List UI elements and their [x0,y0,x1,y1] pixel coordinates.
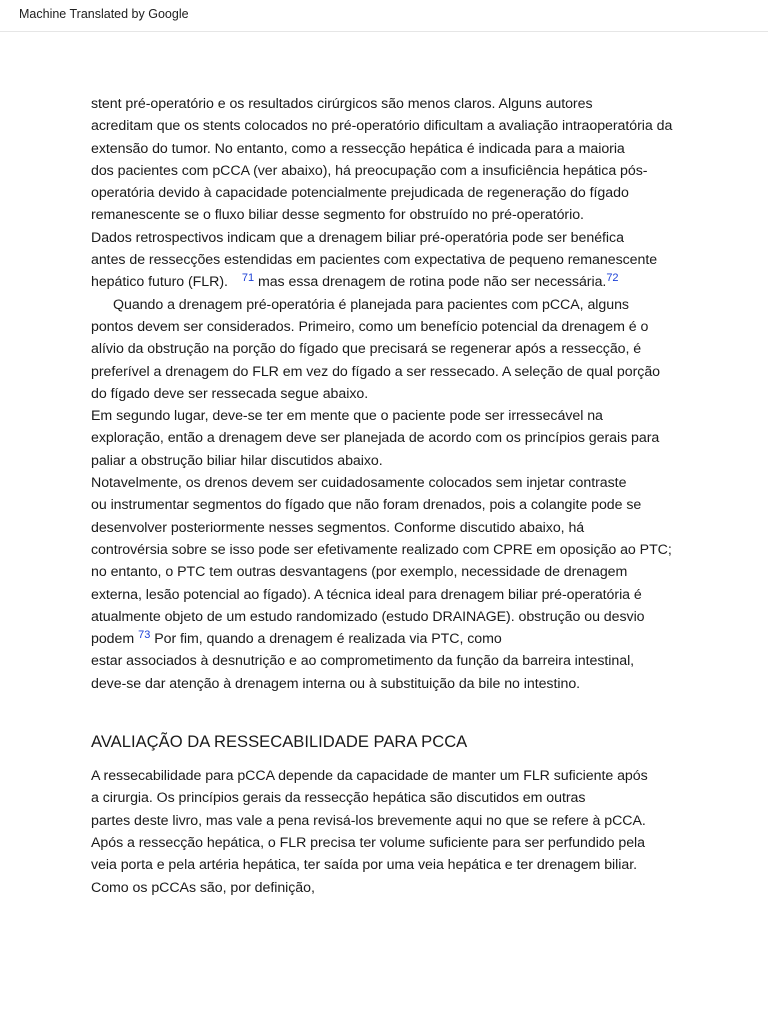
text-line: acreditam que os stents colocados no pré-operatório dificultam a avaliação intraoperatória da [91,118,673,135]
text-line-with-citations [91,271,731,293]
text-line: partes deste livro, mas vale a pena revisá-los brevemente aqui no que se refere à pCCA. [91,812,646,829]
document-body [91,93,731,899]
text-line: Como os pCCAs são, por definição, [91,879,315,896]
citation-link-73[interactable]: 73 [138,629,151,642]
text-line: atualmente objeto de um estudo randomizado (estudo DRAINAGE). obstrução ou desvio [91,608,645,625]
text-line: preferível a drenagem do FLR em vez do fígado a ser ressecado. A seleção de qual porção [91,363,661,380]
paragraph-preoperative-drainage [91,294,731,695]
citation-link-71[interactable]: 71 [241,272,255,285]
text-line: Em segundo lugar, deve-se ter em mente que o paciente pode ser irressecável na [91,408,603,425]
text-line: controvérsia sobre se isso pode ser efetivamente realizado com CPRE em oposição ao PTC; [91,541,672,558]
text-line: pontos devem ser considerados. Primeiro, como um benefício potencial da drenagem é o [91,318,649,335]
paragraph-resectability [91,765,731,899]
text-line: extensão do tumor. No entanto, como a ressecção hepática é indicada para a maioria [91,140,625,157]
text-segment: hepático futuro (FLR). [91,274,228,291]
text-line-with-citation [91,628,731,650]
text-line: paliar a obstrução biliar hilar discutidos abaixo. [91,452,383,469]
text-line: a cirurgia. Os princípios gerais da ressecção hepática são discutidos em outras [91,790,586,807]
text-line: exploração, então a drenagem deve ser planejada de acordo com os princípios gerais para [91,430,660,447]
machine-translation-label: Machine Translated by Google [19,7,189,21]
text-line: remanescente se o fluxo biliar desse segmento for obstruído no pré-operatório. [91,207,584,224]
text-line: Dados retrospectivos indicam que a drenagem biliar pré-operatória pode ser benéfica [91,229,624,246]
text-segment: Por fim, quando a drenagem é realizada via PTC, como [154,631,502,648]
text-line: do fígado deve ser ressecada segue abaixo. [91,385,369,402]
text-segment: mas essa drenagem de rotina pode não ser necessária. [257,274,607,291]
text-line: A ressecabilidade para pCCA depende da capacidade de manter um FLR suficiente após [91,768,648,785]
section-heading: AVALIAÇÃO DA RESSECABILIDADE PARA PCCA [91,732,468,752]
text-line: veia porta e pela artéria hepática, ter saída por uma veia hepática e ter drenagem biliar. [91,857,637,874]
header-divider [0,31,768,32]
paragraph-preoperative-stent [91,93,731,294]
text-line: alívio da obstrução na porção do fígado que precisará se regenerar após a ressecção, é [91,341,642,358]
text-line: ou instrumentar segmentos do fígado que não foram drenados, pois a colangite pode se [91,497,642,514]
text-line: Após a ressecção hepática, o FLR precisa ter volume suficiente para ser perfundido pela [91,834,645,851]
text-line: antes de ressecções estendidas em pacientes com expectativa de pequeno remanescente [91,252,658,269]
text-line: stent pré-operatório e os resultados cirúrgicos são menos claros. Alguns autores [91,96,593,112]
text-line: Notavelmente, os drenos devem ser cuidadosamente colocados sem injetar contraste [91,475,627,492]
text-line: desenvolver posteriormente nesses segmentos. Conforme discutido abaixo, há [91,519,585,536]
text-segment: podem [91,631,135,648]
text-line: operatória devido à capacidade potencialmente prejudicada de regeneração do fígado [91,185,629,202]
text-line: Quando a drenagem pré-operatória é planejada para pacientes com pCCA, alguns [113,296,629,313]
citation-link-72[interactable]: 72 [606,272,619,285]
text-line: dos pacientes com pCCA (ver abaixo), há preocupação com a insuficiência hepática pós- [91,162,648,179]
text-line: deve-se dar atenção à drenagem interna ou à substituição da bile no intestino. [91,675,581,692]
text-line: no entanto, o PTC tem outras desvantagens (por exemplo, necessidade de drenagem [91,564,628,581]
text-line: estar associados à desnutrição e ao comprometimento da função da barreira intestinal, [91,653,635,670]
text-line: externa, lesão potencial ao fígado). A técnica ideal para drenagem biliar pré-operatória é [91,586,642,603]
